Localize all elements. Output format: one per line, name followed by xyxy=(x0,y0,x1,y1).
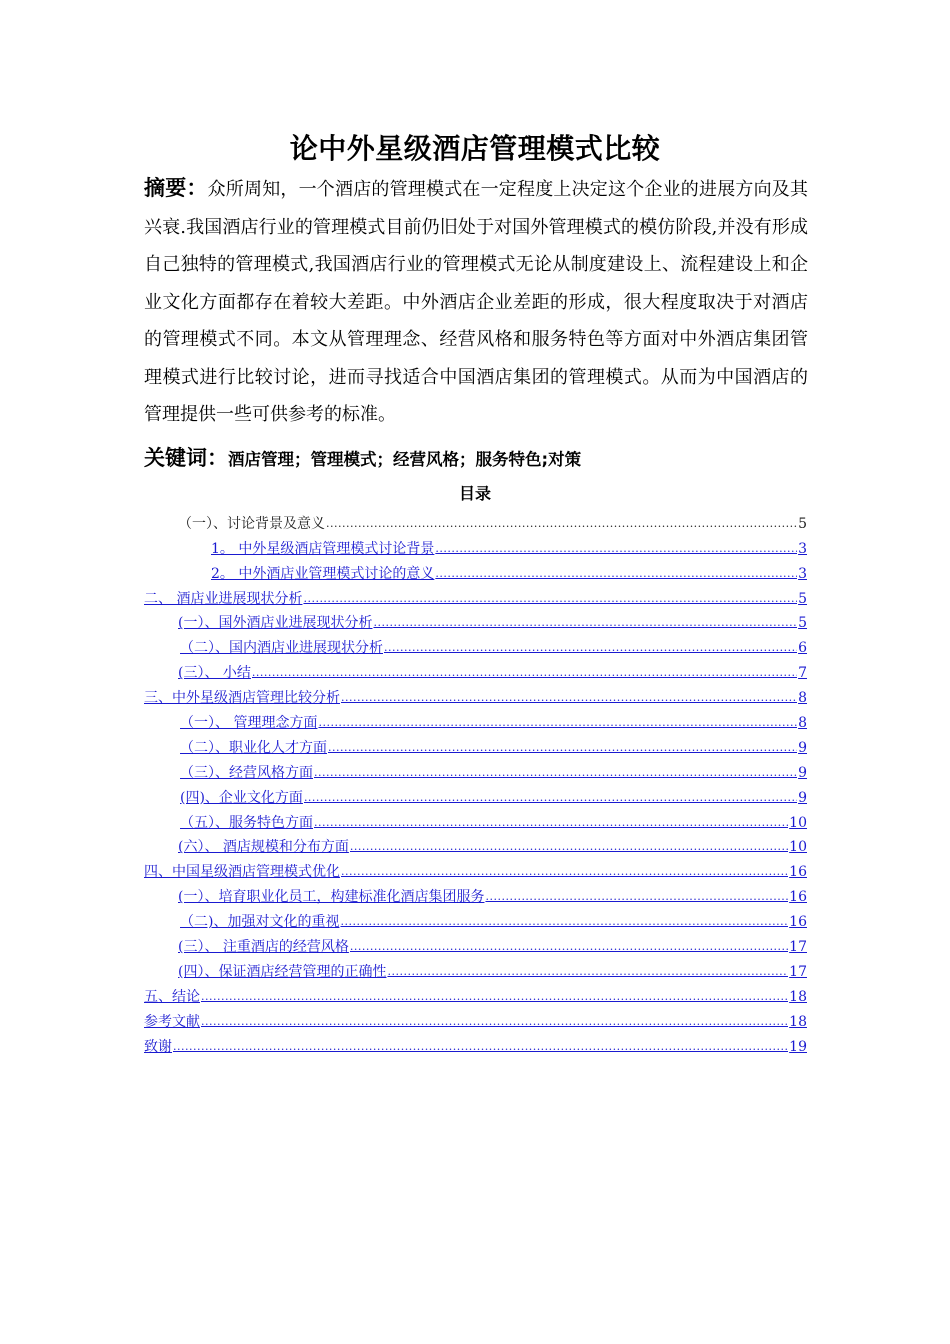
toc-leader-dots xyxy=(304,789,797,807)
toc-link[interactable] xyxy=(144,782,807,807)
toc-link[interactable] xyxy=(144,1006,807,1031)
toc-leader-dots xyxy=(326,515,797,533)
toc-entry-page: 9 xyxy=(798,739,807,756)
toc-entry-title: 2。 中外酒店业管理模式讨论的意义 xyxy=(211,565,435,582)
toc-entry-page: 19 xyxy=(789,1038,807,1055)
toc-leader-dots xyxy=(485,888,788,906)
toc-entry-title: (一）、培育职业化员工，构建标准化酒店集团服务 xyxy=(178,889,485,906)
toc-link[interactable] xyxy=(144,807,807,832)
toc-entry xyxy=(144,508,807,533)
toc-entry-title: (三）、 注重酒店的经营风格 xyxy=(178,939,349,956)
toc-leader-dots xyxy=(201,988,788,1006)
toc-leader-dots xyxy=(387,963,788,981)
keywords-label: 关键词： xyxy=(144,446,228,470)
toc-link[interactable] xyxy=(144,981,807,1006)
toc-link[interactable] xyxy=(144,757,807,782)
toc-link[interactable] xyxy=(144,906,807,931)
toc-entry-page: 3 xyxy=(798,565,807,582)
toc-leader-dots xyxy=(314,814,788,832)
toc-entry-title: （一）、讨论背景及意义 xyxy=(178,515,325,532)
abstract-label: 摘要： xyxy=(144,176,208,200)
toc-leader-dots xyxy=(341,863,788,881)
toc-entry-page: 8 xyxy=(798,715,807,732)
toc-entry-page: 16 xyxy=(789,914,807,931)
toc-leader-dots xyxy=(341,689,797,707)
toc-entry-title: 参考文献 xyxy=(144,1013,200,1030)
toc-entry-page: 7 xyxy=(798,665,807,682)
toc-entry-title: 五、结论 xyxy=(144,988,200,1005)
keywords-text: 酒店管理；管理模式；经营风格；服务特色;对策 xyxy=(228,450,582,469)
toc-entry-title: 四、中国星级酒店管理模式优化 xyxy=(144,864,340,881)
toc-entry-page: 18 xyxy=(789,988,807,1005)
toc-entry-title: (六）、 酒店规模和分布方面 xyxy=(178,839,349,856)
toc-entry-title: 致谢 xyxy=(144,1038,172,1055)
table-of-contents xyxy=(144,508,807,1056)
toc-entry-page: 16 xyxy=(789,889,807,906)
toc-entry-title: （二）、职业化人才方面 xyxy=(180,739,327,756)
toc-entry-page: 17 xyxy=(789,963,807,980)
toc-entry-page: 8 xyxy=(798,690,807,707)
toc-entry-page: 9 xyxy=(798,764,807,781)
toc-leader-dots xyxy=(173,1038,788,1056)
toc-link[interactable] xyxy=(144,583,807,608)
toc-link[interactable] xyxy=(144,1031,807,1056)
toc-leader-dots xyxy=(373,614,797,632)
toc-entry-title: （一）、 管理理念方面 xyxy=(180,715,318,732)
abstract-paragraph xyxy=(144,170,808,434)
toc-entry-title: (四）、保证酒店经营管理的正确性 xyxy=(178,963,387,980)
toc-link[interactable] xyxy=(144,608,807,633)
toc-leader-dots xyxy=(201,1013,788,1031)
toc-entry-page: 5 xyxy=(798,615,807,632)
toc-entry-page: 10 xyxy=(789,839,807,856)
toc-entry-title: 1。 中外星级酒店管理模式讨论背景 xyxy=(211,540,435,557)
toc-entry-title: （二)、加强对文化的重视 xyxy=(180,914,340,931)
toc-leader-dots xyxy=(384,639,797,657)
toc-leader-dots xyxy=(340,913,788,931)
toc-leader-dots xyxy=(435,540,797,558)
keywords-line xyxy=(144,440,808,478)
toc-entry-page: 5 xyxy=(798,515,807,532)
toc-entry-title: 三、中外星级酒店管理比较分析 xyxy=(144,690,340,707)
toc-entry-page: 10 xyxy=(789,814,807,831)
toc-entry-title: （三）、经营风格方面 xyxy=(180,764,313,781)
toc-leader-dots xyxy=(252,664,797,682)
toc-entry-title: （五）、服务特色方面 xyxy=(180,814,313,831)
toc-entry-page: 18 xyxy=(789,1013,807,1030)
toc-link[interactable] xyxy=(144,832,807,857)
toc-leader-dots xyxy=(328,739,797,757)
toc-link[interactable] xyxy=(144,732,807,757)
toc-entry-page: 5 xyxy=(798,590,807,607)
toc-entry-page: 9 xyxy=(798,789,807,806)
toc-leader-dots xyxy=(350,838,788,856)
abstract-text: 众所周知，一个酒店的管理模式在一定程度上决定这个企业的进展方向及其兴衰.我国酒店行业的管理模式目前仍旧处于对国外管理模式的模仿阶段,并没有形成自己独特的管理模式,我国酒店行业的管理模式无论从制度建设上、流程建设上和企业文化方面都存在着较大差距。中外酒店企业差距的形成，很大程度取决于对酒店的管理模式不同。本文从管理理念、经营风格和服务特色等方面对中外酒店集团管理模式进行比较讨论，进而寻找适合中国酒店集团的管理模式。从而为中国酒店的管理提供一些可供参考的标准。 xyxy=(144,179,809,425)
toc-leader-dots xyxy=(435,565,797,583)
toc-leader-dots xyxy=(350,938,788,956)
document-title: 论中外星级酒店管理模式比较 xyxy=(289,132,661,165)
toc-entry-page: 3 xyxy=(798,540,807,557)
toc-leader-dots xyxy=(314,764,797,782)
toc-entry-title: (四)、企业文化方面 xyxy=(180,789,303,806)
toc-link[interactable] xyxy=(144,956,807,981)
toc-link[interactable] xyxy=(144,881,807,906)
toc-link[interactable] xyxy=(144,856,807,881)
toc-link[interactable] xyxy=(144,632,807,657)
toc-link[interactable] xyxy=(144,533,807,558)
toc-link[interactable] xyxy=(144,657,807,682)
toc-entry-title: (三）、 小结 xyxy=(178,665,251,682)
toc-entry-title: （二）、国内酒店业进展现状分析 xyxy=(180,640,383,657)
toc-link[interactable] xyxy=(144,558,807,583)
toc-entry-title: 二、 酒店业进展现状分析 xyxy=(144,590,303,607)
toc-entry-page: 17 xyxy=(789,939,807,956)
toc-link[interactable] xyxy=(144,931,807,956)
toc-entry-page: 6 xyxy=(798,640,807,657)
toc-heading: 目录 xyxy=(458,484,491,503)
toc-leader-dots xyxy=(318,714,797,732)
toc-entry-title: (一）、国外酒店业进展现状分析 xyxy=(178,615,373,632)
toc-link[interactable] xyxy=(144,707,807,732)
toc-entry-page: 16 xyxy=(789,864,807,881)
toc-link[interactable] xyxy=(144,682,807,707)
toc-leader-dots xyxy=(303,590,797,608)
